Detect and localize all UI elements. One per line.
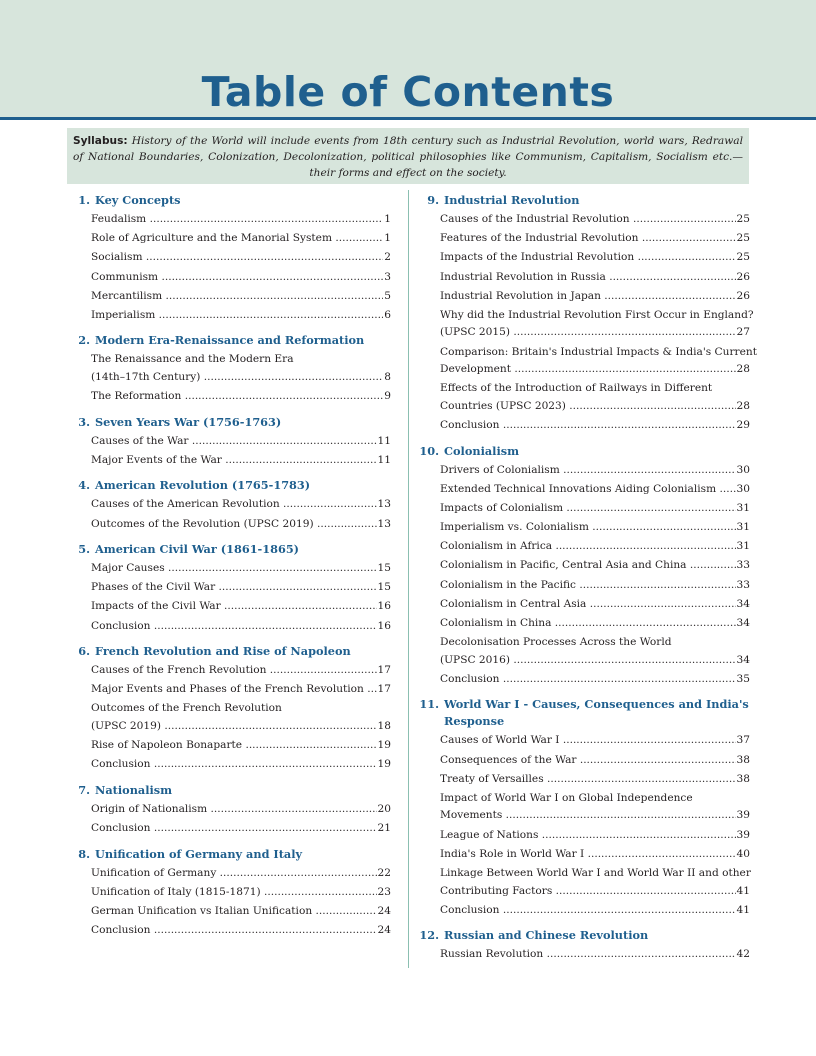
page-number: 22 [377, 866, 391, 879]
entry-title: Causes of the War ..... [91, 433, 377, 451]
entry-title: Causes of the Industrial Revolution ..... [440, 211, 736, 229]
toc-entry[interactable] [440, 500, 750, 518]
entry-title: (UPSC 2015) ..... [440, 324, 736, 342]
toc-entry[interactable] [440, 462, 750, 480]
toc-entry[interactable] [91, 756, 391, 774]
toc-right-column [416, 192, 757, 965]
entry-title: Colonialism in China ..... [440, 615, 736, 633]
entry-title: Drivers of Colonialism ..... [440, 462, 736, 480]
toc-entry[interactable] [440, 230, 750, 248]
entry-title: Causes of World War I ..... [440, 732, 736, 750]
toc-entry[interactable] [440, 596, 750, 614]
toc-entry[interactable] [91, 922, 391, 940]
entry-title: Causes of the French Revolution ..... [91, 662, 377, 680]
section-heading[interactable] [67, 643, 391, 660]
toc-entry[interactable] [91, 598, 391, 616]
toc-entry[interactable] [440, 417, 750, 435]
page-number: 6 [384, 308, 391, 321]
section-number: 9. [427, 193, 439, 207]
toc-entry[interactable] [91, 351, 391, 386]
section-heading[interactable] [67, 782, 391, 799]
entry-title: Socialism ..... [91, 249, 383, 267]
page-number: 23 [377, 885, 391, 898]
entry-title: Industrial Revolution in Japan ..... [440, 288, 736, 306]
entry-title: Major Events and Phases of the French Revolution ..... [91, 681, 377, 699]
toc-entry[interactable] [440, 538, 750, 556]
entry-title: Conclusion ..... [440, 417, 736, 435]
toc-entry[interactable] [440, 671, 750, 689]
toc-entry[interactable] [440, 865, 750, 900]
toc-entry[interactable] [440, 519, 750, 537]
toc-section [67, 846, 391, 940]
page-number: 35 [736, 672, 750, 685]
page-number: 21 [377, 822, 391, 834]
page-number: 25 [736, 251, 750, 264]
toc-entry[interactable] [440, 790, 750, 825]
page-number: 16 [377, 600, 391, 613]
entry-title: Causes of the American Revolution ..... [91, 496, 377, 514]
page-number: 31 [736, 540, 750, 553]
entry-title: Unification of Italy (1815-1871) ..... [91, 884, 377, 902]
entry-line [440, 361, 750, 379]
page-number: 15 [377, 562, 391, 574]
entry-title: Role of Agriculture and the Manorial System ..... [91, 230, 383, 248]
section-heading[interactable] [416, 696, 750, 730]
page-number: 41 [736, 903, 750, 916]
syllabus-text: History of the World will include events from 18th century such as Industrial Revolution, world wars, Redrawal of National Boundaries, Colonization, Decolonization, political philosophies like Communism, Capitalism, Socialism etc.—their forms and effect on the society. [73, 135, 743, 179]
section-heading[interactable] [67, 477, 391, 494]
page-number: 42 [736, 948, 750, 961]
toc-section [67, 541, 391, 635]
toc-entry[interactable] [440, 307, 754, 342]
entry-title: Colonialism in Africa ..... [440, 538, 736, 556]
page-title: Table of Contents [201, 68, 615, 116]
entry-title: Treaty of Versailles ..... [440, 771, 736, 789]
entry-title-line: Impact of World War I on Global Independence [440, 791, 693, 804]
toc-entry[interactable] [440, 380, 750, 415]
page-number: 19 [377, 758, 391, 771]
toc-entry[interactable] [440, 902, 750, 920]
page-number: 41 [736, 884, 750, 897]
toc-section [416, 192, 757, 435]
section-title: Unification of Germany and Italy [95, 846, 303, 861]
section-title: French Revolution and Rise of Napoleon [95, 644, 351, 659]
page-number: 26 [736, 289, 750, 302]
toc-entry[interactable] [440, 577, 750, 595]
entry-title-line: Why did the Industrial Revolution First Occur in England? [440, 308, 754, 321]
toc-entry[interactable] [91, 681, 391, 699]
section-number: 6. [78, 644, 90, 659]
toc-entry[interactable] [91, 903, 391, 921]
section-number: 11. [419, 697, 439, 712]
entry-title: The Reformation ..... [91, 388, 383, 406]
page-number: 39 [736, 809, 750, 822]
toc-section [416, 443, 750, 689]
page-number: 24 [377, 904, 391, 917]
entry-title: Imperialism vs. Colonialism ..... [440, 519, 736, 537]
entry-title: (UPSC 2019) ..... [91, 718, 377, 736]
page-number: 38 [736, 753, 750, 766]
entry-title: German Unification vs Italian Unification ..... [91, 903, 377, 921]
page-number: 13 [377, 498, 391, 511]
entry-title: Conclusion ..... [91, 618, 377, 636]
entry-title: Extended Technical Innovations Aiding Colonialism ..... [440, 481, 736, 499]
section-title: Seven Years War (1756-1763) [95, 414, 282, 429]
entry-title: Impacts of the Civil War ..... [91, 598, 377, 616]
section-title: Industrial Revolution [444, 193, 580, 207]
page-number: 29 [736, 419, 750, 431]
toc-entry[interactable] [91, 700, 391, 735]
entry-title: Development ..... [440, 361, 736, 379]
entry-title: Conclusion ..... [91, 756, 377, 774]
entry-title-line: Effects of the Introduction of Railways in Different [440, 382, 713, 395]
page-number: 3 [384, 270, 391, 283]
section-heading[interactable] [67, 192, 391, 209]
entry-title-line: Outcomes of the French Revolution [91, 702, 282, 715]
syllabus-box [67, 128, 749, 184]
toc-section [416, 696, 750, 919]
toc-entry[interactable] [91, 496, 391, 514]
entry-title: (UPSC 2016) ..... [440, 652, 736, 670]
page-number: 34 [736, 653, 750, 666]
entry-title: Origin of Nationalism ..... [91, 801, 377, 819]
page-number: 11 [377, 453, 391, 466]
page-number: 26 [736, 270, 750, 283]
syllabus-label: Syllabus: [73, 135, 128, 147]
page-number: 34 [736, 597, 750, 610]
entry-title: Industrial Revolution in Russia ..... [440, 269, 736, 287]
section-number: 12. [419, 928, 439, 943]
toc-entry[interactable] [91, 516, 391, 534]
toc-section [67, 192, 391, 324]
header-band [0, 0, 816, 120]
toc-entry[interactable] [440, 481, 750, 499]
toc-entry[interactable] [91, 388, 391, 406]
entry-title: Imperialism ..... [91, 307, 383, 325]
page-number: 28 [736, 399, 750, 412]
entry-title: Mercantilism ..... [91, 288, 383, 306]
section-number: 10. [419, 443, 439, 458]
page-number: 39 [736, 828, 750, 841]
entry-line [440, 398, 750, 416]
page-number: 28 [736, 363, 750, 376]
section-heading[interactable] [416, 192, 750, 209]
toc-entry[interactable] [440, 288, 750, 306]
toc-entry[interactable] [440, 846, 750, 864]
toc-section [67, 782, 391, 838]
entry-title: Movements ..... [440, 807, 736, 825]
entry-title-line: The Renaissance and the Modern Era [91, 353, 294, 366]
page-number: 38 [736, 772, 750, 785]
entry-title: Conclusion ..... [91, 820, 377, 838]
page-number: 25 [736, 232, 750, 245]
section-title: American Civil War (1861-1865) [95, 542, 300, 556]
entry-title: Colonialism in Central Asia ..... [440, 596, 736, 614]
entry-title-line: Linkage Between World War I and World War II and other [440, 867, 751, 879]
entry-title-line: Comparison: Britain's Industrial Impacts & India's Current [440, 345, 757, 358]
page-number: 27 [736, 326, 750, 339]
toc-section [67, 643, 391, 774]
entry-title: Major Events of the War ..... [91, 452, 377, 470]
page-number: 31 [736, 521, 750, 534]
section-number: 2. [78, 333, 90, 348]
toc-entry[interactable] [91, 560, 391, 578]
section-title: Key Concepts [95, 193, 181, 207]
entry-line [440, 652, 750, 670]
toc-entry[interactable] [440, 344, 757, 379]
entry-title: Conclusion ..... [91, 922, 377, 940]
section-heading[interactable] [67, 846, 391, 863]
toc-entry[interactable] [440, 771, 750, 789]
entry-title: (14th–17th Century) ..... [91, 369, 383, 387]
entry-title-line: Decolonisation Processes Across the World [440, 636, 672, 649]
page-number: 34 [736, 617, 750, 629]
page-number: 5 [384, 289, 391, 302]
section-heading[interactable] [67, 414, 391, 431]
entry-title: Conclusion ..... [440, 902, 736, 920]
toc-left-column [67, 192, 391, 941]
page-number: 17 [377, 664, 391, 677]
toc-entry[interactable] [91, 820, 391, 838]
section-heading[interactable] [416, 443, 750, 460]
entry-title: Colonialism in the Pacific ..... [440, 577, 736, 595]
entry-title: Rise of Napoleon Bonaparte ..... [91, 737, 377, 755]
page-number: 17 [377, 683, 391, 696]
entry-title: Colonialism in Pacific, Central Asia and China ..... [440, 557, 736, 575]
entry-title: Outcomes of the Revolution (UPSC 2019) ..... [91, 516, 377, 534]
section-heading[interactable] [416, 927, 750, 944]
toc-entry[interactable] [440, 269, 750, 287]
page-number: 33 [736, 559, 750, 572]
toc-entry[interactable] [440, 827, 750, 845]
toc-entry[interactable] [91, 579, 391, 597]
toc-entry[interactable] [91, 230, 391, 248]
entry-title: Phases of the Civil War ..... [91, 579, 377, 597]
entry-title: Conclusion ..... [440, 671, 736, 689]
entry-line [91, 369, 391, 387]
section-number: 8. [78, 846, 90, 861]
toc-entry[interactable] [91, 249, 391, 267]
page-number: 11 [377, 434, 391, 447]
section-title: Colonialism [444, 443, 520, 458]
section-number: 3. [78, 414, 90, 429]
toc-entry[interactable] [440, 615, 750, 633]
toc-entry[interactable] [91, 884, 391, 902]
page-number: 9 [384, 390, 391, 403]
page-number: 30 [736, 463, 750, 476]
toc-entry[interactable] [91, 211, 391, 229]
toc-section [67, 477, 391, 533]
section-title: Nationalism [95, 782, 173, 797]
page-number: 40 [736, 847, 750, 860]
toc-entry[interactable] [440, 249, 750, 267]
toc-section [67, 414, 391, 470]
toc-entry[interactable] [440, 557, 750, 575]
toc-entry[interactable] [91, 662, 391, 680]
entry-title: Unification of Germany ..... [91, 865, 377, 883]
entry-title: Impacts of Colonialism ..... [440, 500, 736, 518]
section-number: 7. [78, 782, 90, 797]
toc-entry[interactable] [91, 288, 391, 306]
page-number: 19 [377, 739, 391, 752]
toc-entry[interactable] [91, 618, 391, 636]
page-number: 24 [377, 924, 391, 937]
entry-title: Impacts of the Industrial Revolution ..... [440, 249, 736, 267]
page-number: 16 [377, 619, 391, 632]
page-number: 1 [384, 213, 391, 225]
entry-line [91, 718, 391, 736]
entry-line [440, 324, 750, 342]
toc-entry[interactable] [91, 433, 391, 451]
entry-title: Major Causes ..... [91, 560, 377, 578]
page-number: 2 [384, 251, 391, 264]
entry-title: India's Role in World War I ..... [440, 846, 736, 864]
section-title: American Revolution (1765-1783) [95, 478, 311, 493]
toc-entry[interactable] [440, 732, 750, 750]
section-heading[interactable] [67, 541, 391, 558]
section-title: Modern Era-Renaissance and Reformation [95, 333, 365, 348]
toc-entry[interactable] [91, 801, 391, 819]
page-number: 25 [736, 213, 750, 225]
section-number: 1. [78, 193, 90, 207]
page-number: 8 [384, 370, 391, 383]
section-title: World War I - Causes, Consequences and India's Response [444, 697, 749, 729]
toc-entry[interactable] [440, 211, 750, 229]
toc-entry[interactable] [440, 634, 750, 669]
page-number: 20 [377, 802, 391, 815]
entry-title: Consequences of the War ..... [440, 752, 736, 770]
entry-title: Contributing Factors ..... [440, 883, 736, 901]
toc-entry[interactable] [91, 452, 391, 470]
entry-title: League of Nations ..... [440, 827, 736, 845]
toc-section [67, 332, 391, 405]
toc-entry[interactable] [440, 946, 750, 964]
entry-title: Communism ..... [91, 269, 383, 287]
entry-title: Russian Revolution ..... [440, 946, 736, 964]
section-number: 5. [78, 542, 90, 556]
toc-entry[interactable] [440, 752, 750, 770]
toc-entry[interactable] [91, 737, 391, 755]
page-number: 37 [736, 734, 750, 747]
toc-section [416, 927, 750, 964]
section-number: 4. [78, 478, 90, 493]
page-number: 15 [377, 581, 391, 594]
page-number: 18 [377, 719, 391, 732]
toc-entry[interactable] [91, 269, 391, 287]
entry-title: Features of the Industrial Revolution ..... [440, 230, 736, 248]
page-number: 30 [736, 482, 750, 495]
toc-entry[interactable] [91, 307, 391, 325]
page-number: 33 [736, 578, 750, 591]
column-divider [408, 190, 409, 968]
toc-entry[interactable] [91, 865, 391, 883]
entry-line [440, 807, 750, 825]
section-heading[interactable] [67, 332, 391, 349]
page-number: 31 [736, 501, 750, 514]
page-number: 13 [377, 517, 391, 530]
entry-title: Feudalism ..... [91, 211, 383, 229]
page-number: 1 [384, 232, 391, 245]
entry-line [440, 883, 750, 901]
entry-title: Countries (UPSC 2023) ..... [440, 398, 736, 416]
section-title: Russian and Chinese Revolution [444, 928, 649, 943]
